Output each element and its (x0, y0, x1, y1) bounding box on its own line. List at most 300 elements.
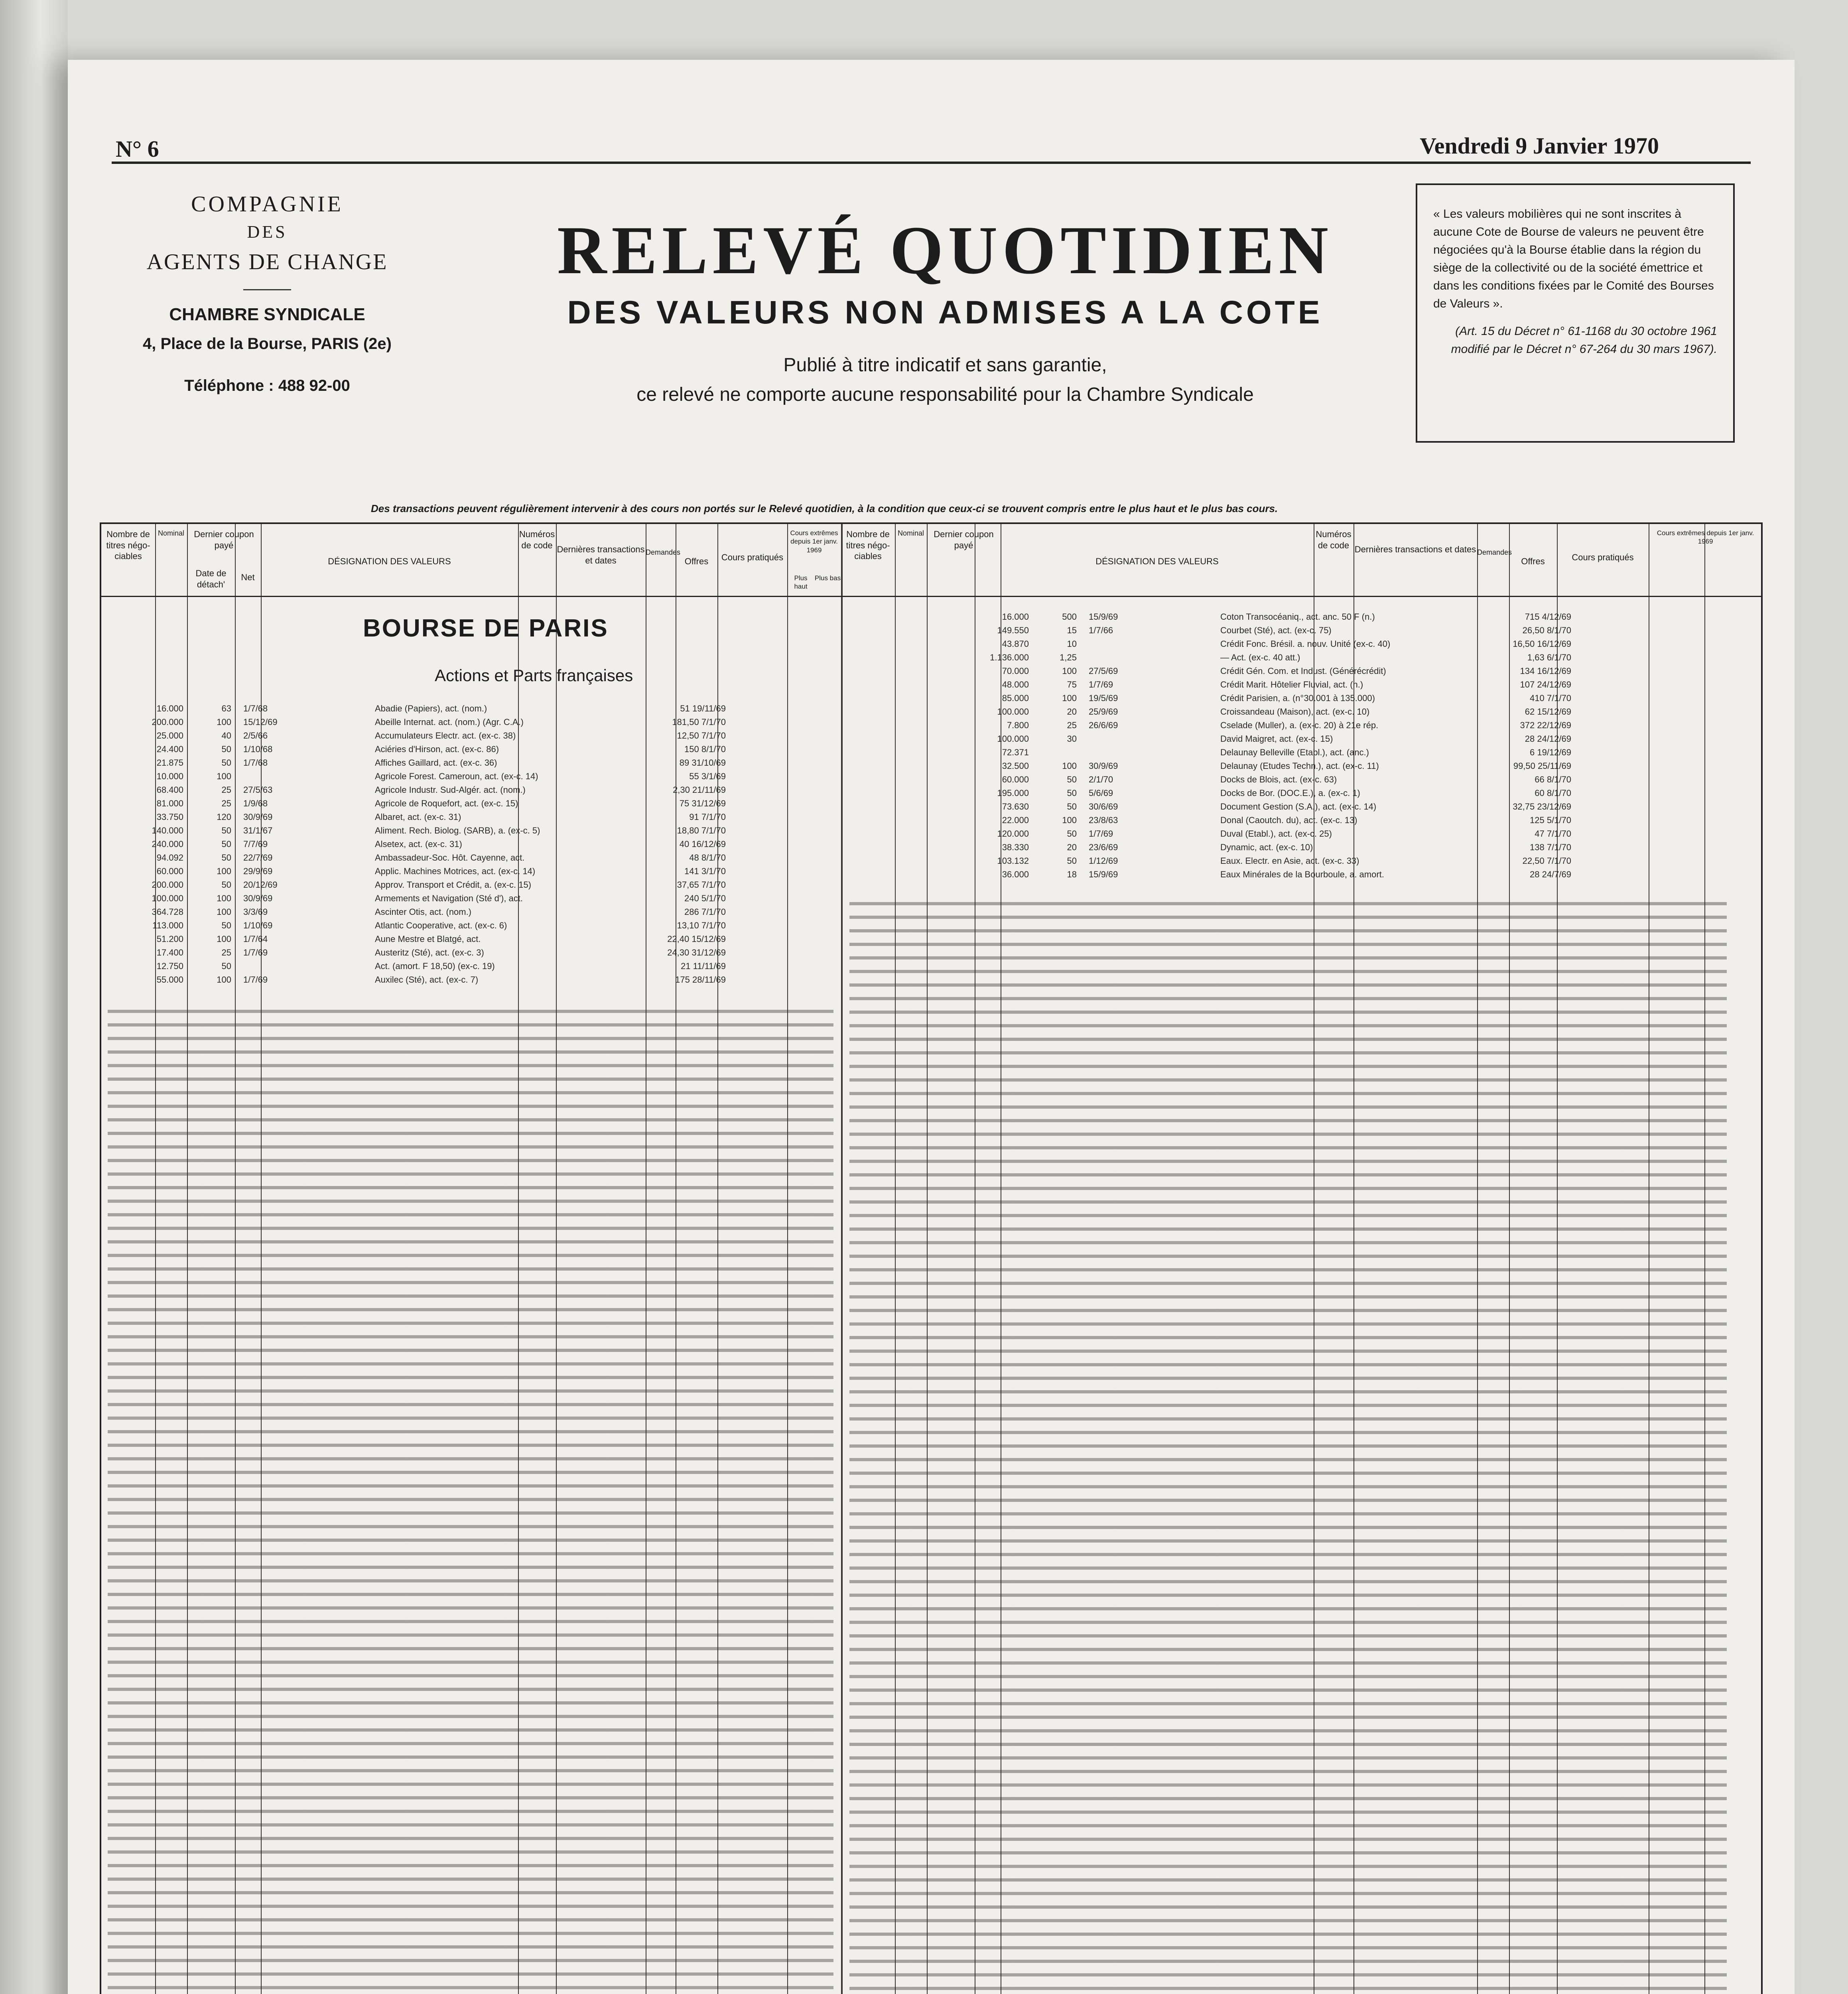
listing-cell: 20 (1067, 707, 1077, 717)
header-offres-right: Offres (1521, 556, 1545, 566)
title-block (467, 211, 1424, 410)
listing-cell: 50 (221, 880, 231, 890)
header-cours: Cours pratiqués (721, 552, 784, 562)
listing-cell: 29/9/69 (243, 866, 273, 876)
listing-cell: Accumulateurs Electr. act. (ex-c. 38) (375, 731, 516, 741)
listing-cell: Document Gestion (S.A.), act. (ex-c. 14) (1220, 802, 1377, 812)
listing-row (961, 773, 1571, 786)
listing-cell: 500 (1062, 612, 1077, 622)
listing-cell: 364.728 (152, 907, 183, 917)
listing-cell: 32.500 (1002, 761, 1029, 771)
header-demandes: Demandes (646, 548, 681, 556)
listing-cell: 50 (221, 758, 231, 768)
listing-cell: 19/5/69 (1089, 693, 1118, 703)
listing-row (961, 705, 1571, 719)
listing-cell: 286 7/1/70 (684, 907, 726, 917)
listing-cell: 1/7/66 (1089, 625, 1113, 635)
listing-cell: 100 (217, 907, 231, 917)
listing-cell (231, 960, 375, 973)
listing-cell (1077, 732, 1220, 746)
listing-row (961, 678, 1571, 692)
listing-row (116, 878, 726, 892)
listing-cell: 125 5/1/70 (1530, 815, 1571, 825)
listing-cell: 55 3/1/69 (689, 771, 726, 781)
listing-cell: 25 (1067, 720, 1077, 730)
listing-cell: 72.371 (1002, 747, 1029, 757)
listing-cell: 16,50 16/12/69 (1513, 639, 1571, 649)
listing-cell: 15/9/69 (1089, 869, 1118, 879)
listing-row (116, 946, 726, 960)
header-demandes-right: Demandes (1477, 548, 1512, 556)
listing-cell: 28 24/7/69 (1530, 869, 1571, 879)
listing-row (116, 960, 726, 973)
remaining-listings-left (108, 1001, 833, 1994)
listing-cell: 28 24/12/69 (1525, 734, 1571, 744)
listing-cell: 99,50 25/11/69 (1513, 761, 1571, 771)
listing-cell: 5/6/69 (1089, 788, 1113, 798)
listing-cell: 30/9/69 (1089, 761, 1118, 771)
listing-cell: 37,65 7/1/70 (677, 880, 726, 890)
listing-cell: Crédit Gén. Com. et Indust. (Générécrédit) (1220, 666, 1386, 676)
listing-row (116, 905, 726, 919)
listing-cell: Crédit Parisien, a. (n°30.001 à 135.000) (1220, 693, 1375, 703)
page-number: N° 6 (116, 136, 159, 162)
listing-cell: 372 22/12/69 (1520, 720, 1571, 730)
listing-row (116, 756, 726, 770)
listing-cell: 55.000 (156, 975, 183, 985)
listing-cell: Eaux. Electr. en Asie, act. (ex-c. 33) (1220, 856, 1359, 866)
company-separator (243, 289, 291, 290)
listing-cell: Armements et Navigation (Sté d'), act. (375, 893, 523, 903)
listing-cell: 715 4/12/69 (1525, 612, 1571, 622)
listing-cell (1077, 746, 1220, 759)
listing-row (116, 797, 726, 810)
listing-cell: 240.000 (152, 839, 183, 849)
listing-cell: 1/7/69 (243, 975, 268, 985)
listing-cell: 30 (1067, 734, 1077, 744)
listing-cell: Auxilec (Sté), act. (ex-c. 7) (375, 975, 479, 985)
header-plus-haut: Plus haut (794, 574, 808, 591)
listing-cell: 23/8/63 (1089, 815, 1118, 825)
decree-reference: (Art. 15 du Décret n° 61-1168 du 30 octobre 1961 modifié par le Décret n° 67-264 du 30 mars 1967). (1451, 325, 1717, 356)
listing-cell: 1/7/69 (243, 948, 268, 958)
listing-cell: Agricole Industr. Sud-Algér. act. (nom.) (375, 785, 526, 795)
publication-date: Vendredi 9 Janvier 1970 (1420, 133, 1659, 159)
book-spine (0, 0, 68, 1994)
listing-row (961, 854, 1571, 868)
section-title: BOURSE DE PARIS (363, 615, 609, 642)
listing-cell: 2/1/70 (1089, 774, 1113, 784)
listing-cell: 100.000 (997, 707, 1029, 717)
listing-cell: 100 (217, 866, 231, 876)
listing-cell: 141 3/1/70 (684, 866, 726, 876)
listing-cell: Alsetex, act. (ex-c. 31) (375, 839, 462, 849)
listing-cell: 149.550 (997, 625, 1029, 635)
header-offres: Offres (684, 556, 709, 566)
listing-row (961, 868, 1571, 881)
listing-row (116, 770, 726, 783)
header-numeros-right: Numéros de code (1316, 529, 1352, 550)
listing-cell: 113.000 (152, 920, 183, 930)
listing-cell: Ambassadeur-Soc. Hôt. Cayenne, act. (375, 853, 525, 863)
listing-cell: 24,30 31/12/69 (667, 948, 726, 958)
listing-cell: 50 (221, 853, 231, 863)
listing-cell: 89 31/10/69 (679, 758, 726, 768)
listing-cell: 100 (217, 975, 231, 985)
right-listing (961, 610, 1571, 881)
listing-row (116, 810, 726, 824)
listing-row (961, 651, 1571, 664)
listing-cell: 13,10 7/1/70 (677, 920, 726, 930)
document-page (68, 60, 1795, 1994)
listing-row (961, 637, 1571, 651)
listing-cell: 410 7/1/70 (1530, 693, 1571, 703)
listing-cell: 25 (221, 798, 231, 808)
listing-cell: 2,30 21/11/69 (673, 785, 726, 795)
listing-cell: 50 (221, 920, 231, 930)
listing-cell: Act. (amort. F 18,50) (ex-c. 19) (375, 961, 495, 971)
listing-row (961, 732, 1571, 746)
listing-cell: 50 (221, 826, 231, 835)
decree-text: « Les valeurs mobilières qui ne sont inscrites à aucune Cote de Bourse de valeurs ne peuvent être négociées qu'à la Bourse établie dans la région du siège de la collectivité ou de la société émettrice et dans les conditions fixées par le Comité des Bourses de Valeurs ». (1433, 207, 1714, 310)
title-note-line1: Publié à titre indicatif et sans garantie, (783, 355, 1107, 376)
listing-cell: Dynamic, act. (ex-c. 10) (1220, 842, 1313, 852)
listing-row (961, 814, 1571, 827)
listing-row (116, 729, 726, 743)
listing-cell (1077, 651, 1220, 664)
remaining-listings-right (849, 893, 1727, 1994)
listing-cell: 12,50 7/1/70 (677, 731, 726, 741)
listing-cell (1077, 637, 1220, 651)
header-nombre-right: Nombre de titres négo-ciables (846, 529, 890, 561)
listing-cell: 50 (1067, 788, 1077, 798)
listing-cell: 94.092 (156, 853, 183, 863)
listing-cell: 51.200 (156, 934, 183, 944)
listing-cell: 16.000 (1002, 612, 1029, 622)
header-dernier-coupon: Dernier coupon payé (194, 529, 254, 550)
listing-cell: 22,50 7/1/70 (1522, 856, 1571, 866)
listing-cell: 51 19/11/69 (680, 703, 726, 713)
header-nominal-right: Nominal (897, 529, 924, 537)
listing-cell: 2/5/66 (243, 731, 268, 741)
listing-cell: 100.000 (152, 893, 183, 903)
transactions-note: Des transactions peuvent régulièrement intervenir à des cours non portés sur le Relevé quotidien, à la condition que ceux-ci se trouvent compris entre le plus haut et le plus bas cours. (371, 502, 1278, 514)
listing-cell: Abadie (Papiers), act. (nom.) (375, 703, 487, 713)
listing-cell: 103.132 (997, 856, 1029, 866)
listing-cell: 32,75 23/12/69 (1513, 802, 1571, 812)
company-line2: DES (247, 222, 288, 242)
listing-cell: 7.800 (1007, 720, 1029, 730)
listing-cell: Albaret, act. (ex-c. 31) (375, 812, 461, 822)
listing-cell: 100 (217, 717, 231, 727)
company-block (116, 191, 419, 395)
listing-row (116, 865, 726, 878)
listing-row (961, 759, 1571, 773)
listing-cell: 75 31/12/69 (679, 798, 726, 808)
listing-row (961, 786, 1571, 800)
listing-cell: Aune Mestre et Blatgé, act. (375, 934, 481, 944)
listing-row (116, 715, 726, 729)
left-listing (116, 702, 726, 987)
company-chamber: CHAMBRE SYNDICALE (169, 305, 365, 324)
header-nombre: Nombre de titres négo-ciables (106, 529, 150, 561)
decree-box (1416, 183, 1735, 443)
listing-row (116, 973, 726, 987)
listing-cell: 25/9/69 (1089, 707, 1118, 717)
sub-title: DES VALEURS NON ADMISES A LA COTE (567, 294, 1323, 331)
listing-cell: 100 (217, 893, 231, 903)
listing-cell: 15/12/69 (243, 717, 278, 727)
listing-cell: 22,40 15/12/69 (667, 934, 726, 944)
listing-cell: 60.000 (156, 866, 183, 876)
listing-cell: 60.000 (1002, 774, 1029, 784)
company-phone: Téléphone : 488 92-00 (184, 377, 350, 394)
listing-cell: 120 (217, 812, 231, 822)
listing-cell: 25 (221, 785, 231, 795)
listing-cell: 7/7/69 (243, 839, 268, 849)
listing-row (961, 719, 1571, 732)
listing-cell (1029, 746, 1077, 759)
listing-cell: 73.630 (1002, 802, 1029, 812)
listing-cell: 50 (1067, 774, 1077, 784)
listing-cell: Crédit Marit. Hôtelier Fluvial, act. (n.) (1220, 680, 1363, 690)
listing-cell: 1/7/69 (1089, 680, 1113, 690)
listing-cell: 40 (221, 731, 231, 741)
header-nominal: Nominal (158, 529, 185, 537)
listing-cell: 85.000 (1002, 693, 1029, 703)
listing-row (116, 932, 726, 946)
listing-cell: 3/3/69 (243, 907, 268, 917)
listing-cell: 24.400 (156, 744, 183, 754)
listing-cell: 18,80 7/1/70 (677, 826, 726, 835)
header-net: Net (241, 572, 255, 582)
listing-cell: 1/12/69 (1089, 856, 1118, 866)
listing-row (116, 892, 726, 905)
listing-row (116, 919, 726, 932)
listing-cell: 107 24/12/69 (1520, 680, 1571, 690)
listing-row (961, 624, 1571, 637)
header-designation-right: DÉSIGNATION DES VALEURS (1095, 556, 1219, 566)
listing-cell: 150 8/1/70 (684, 744, 726, 754)
listing-cell: 60 8/1/70 (1535, 788, 1571, 798)
listing-cell: 100.000 (997, 734, 1029, 744)
listing-cell: David Maigret, act. (ex-c. 15) (1220, 734, 1333, 744)
listing-row (961, 841, 1571, 854)
listing-cell: Abeille Internat. act. (nom.) (Agr. C.A.) (375, 717, 524, 727)
listing-row (116, 837, 726, 851)
listing-row (961, 827, 1571, 841)
listing-cell: 140.000 (152, 826, 183, 835)
listing-cell: 70.000 (1002, 666, 1029, 676)
listing-cell: 10.000 (156, 771, 183, 781)
listing-cell: 100 (1062, 666, 1077, 676)
title-note-line2: ce relevé ne comporte aucune responsabilité pour la Chambre Syndicale (636, 384, 1254, 406)
listing-cell (231, 770, 375, 783)
header-dernieres: Dernières transactions et dates (557, 544, 645, 565)
listing-cell: 21 11/11/69 (681, 961, 726, 971)
listing-row (961, 610, 1571, 624)
listing-cell: Donal (Caoutch. du), act. (ex-c. 13) (1220, 815, 1357, 825)
header-numeros: Numéros de code (519, 529, 555, 550)
listing-cell: Aliment. Rech. Biolog. (SARB), a. (ex-c. 5) (375, 826, 540, 835)
listing-cell: 15 (1067, 625, 1077, 635)
listing-cell: Crédit Fonc. Brésil. a. nouv. Unité (ex-c. 40) (1220, 639, 1391, 649)
listing-row (961, 692, 1571, 705)
listing-cell: 1,63 6/1/70 (1527, 652, 1571, 662)
listing-cell: 240 5/1/70 (684, 893, 726, 903)
listing-cell: 22.000 (1002, 815, 1029, 825)
listing-cell: Applic. Machines Motrices, act. (ex-c. 14) (375, 866, 536, 876)
listing-cell: 22/7/69 (243, 853, 273, 863)
listing-cell: 100 (1062, 693, 1077, 703)
listing-cell: 43.870 (1002, 639, 1029, 649)
listing-cell: 1/10/69 (243, 920, 273, 930)
listing-cell: 38.330 (1002, 842, 1029, 852)
listing-cell: Docks de Bor. (DOC.E.), a. (ex-c. 1) (1220, 788, 1360, 798)
listing-cell: Docks de Blois, act. (ex-c. 63) (1220, 774, 1337, 784)
listing-cell: Agricole de Roquefort, act. (ex-c. 15) (375, 798, 518, 808)
listing-row (116, 783, 726, 797)
listing-cell: 175 28/11/69 (675, 975, 726, 985)
listing-row (961, 664, 1571, 678)
header-designation: DÉSIGNATION DES VALEURS (328, 556, 451, 566)
listing-cell: 50 (221, 744, 231, 754)
header-bottom-rule (101, 596, 1761, 597)
listing-cell: 30/6/69 (1089, 802, 1118, 812)
listing-cell: Affiches Gaillard, act. (ex-c. 36) (375, 758, 497, 768)
listing-cell: 10 (1067, 639, 1077, 649)
listing-cell: 100 (217, 771, 231, 781)
header-cours-extremes: Cours extrêmes depuis 1er janv. 1969 (790, 529, 838, 554)
listing-cell: 25 (221, 948, 231, 958)
listing-cell: 66 8/1/70 (1535, 774, 1571, 784)
listing-cell: 27/5/63 (243, 785, 273, 795)
listing-cell: 48 8/1/70 (689, 853, 726, 863)
listing-row (116, 824, 726, 837)
listing-cell: Croissandeau (Maison), act. (ex-c. 10) (1220, 707, 1370, 717)
listing-cell: Courbet (Sté), act. (ex-c. 75) (1220, 625, 1332, 635)
listing-cell: Cselade (Muller), a. (ex-c. 20) à 21e rép. (1220, 720, 1379, 730)
title-note (467, 351, 1424, 410)
listing-cell: 1/9/68 (243, 798, 268, 808)
listing-cell: 100 (217, 934, 231, 944)
company-address: 4, Place de la Bourse, PARIS (2e) (143, 335, 392, 353)
listing-cell: 16.000 (156, 703, 183, 713)
company-line1: COMPAGNIE (191, 192, 343, 217)
listing-cell: 26/6/69 (1089, 720, 1118, 730)
listing-cell: 75 (1067, 680, 1077, 690)
listing-cell: 1/7/68 (243, 758, 268, 768)
listing-cell: 200.000 (152, 880, 183, 890)
listing-cell: 68.400 (156, 785, 183, 795)
column-rule-center (841, 524, 843, 1994)
listing-cell: Coton Transocéaniq., act. anc. 50 F (n.) (1220, 612, 1375, 622)
listing-cell: 25.000 (156, 731, 183, 741)
listing-cell: 40 16/12/69 (679, 839, 726, 849)
listing-row (961, 800, 1571, 814)
listing-cell: 63 (221, 703, 231, 713)
listing-cell: 12.750 (156, 961, 183, 971)
listing-cell: 1/7/64 (243, 934, 268, 944)
listing-cell: 200.000 (152, 717, 183, 727)
listing-cell: 138 7/1/70 (1530, 842, 1571, 852)
header-plus-bas: Plus bas (814, 574, 841, 582)
listing-cell: — Act. (ex-c. 40 att.) (1220, 652, 1300, 662)
listing-cell: 48.000 (1002, 680, 1029, 690)
listing-cell: Delaunay Belleville (Etabl.), act. (anc.) (1220, 747, 1369, 757)
listing-cell: Aciéries d'Hirson, act. (ex-c. 86) (375, 744, 499, 754)
listing-cell: 23/6/69 (1089, 842, 1118, 852)
listing-cell: 100 (1062, 761, 1077, 771)
listing-cell: 50 (221, 961, 231, 971)
listing-cell: 36.000 (1002, 869, 1029, 879)
listing-cell: 50 (221, 839, 231, 849)
listing-cell: 1/7/68 (243, 703, 268, 713)
listing-cell: 1/10/68 (243, 744, 273, 754)
listing-cell: 30/9/69 (243, 812, 273, 822)
header-cours-extremes-right: Cours extrêmes depuis 1er janv. 1969 (1657, 529, 1754, 546)
section-subtitle: Actions et Parts françaises (435, 666, 633, 685)
listing-cell: 17.400 (156, 948, 183, 958)
listing-cell: 195.000 (997, 788, 1029, 798)
listing-row (116, 851, 726, 865)
listing-cell: Austeritz (Sté), act. (ex-c. 3) (375, 948, 484, 958)
listing-cell: Atlantic Cooperative, act. (ex-c. 6) (375, 920, 507, 930)
listing-cell: 18 (1067, 869, 1077, 879)
listing-cell: Approv. Transport et Crédit, a. (ex-c. 15) (375, 880, 532, 890)
listing-cell: Agricole Forest. Cameroun, act. (ex-c. 14) (375, 771, 538, 781)
listing-cell: 1/7/69 (1089, 829, 1113, 839)
listing-cell: 27/5/69 (1089, 666, 1118, 676)
listing-cell: Delaunay (Etudes Techn.), act. (ex-c. 11) (1220, 761, 1379, 771)
listing-cell: Duval (Etabl.), act. (ex-c. 25) (1220, 829, 1332, 839)
listing-cell: 1,25 (1060, 652, 1077, 662)
listing-cell: 100 (1062, 815, 1077, 825)
header-date-detach: Date de détach' (195, 568, 227, 589)
listing-cell: 62 15/12/69 (1525, 707, 1571, 717)
listing-cell: 6 19/12/69 (1530, 747, 1571, 757)
listing-cell: 50 (1067, 856, 1077, 866)
listing-cell: Ascinter Otis, act. (nom.) (375, 907, 472, 917)
listing-cell: 1.136.000 (990, 652, 1029, 662)
listing-cell: Eaux Minérales de la Bourboule, a. amort. (1220, 869, 1384, 879)
listing-cell: 134 16/12/69 (1520, 666, 1571, 676)
listing-cell: 81.000 (156, 798, 183, 808)
listing-cell: 50 (1067, 802, 1077, 812)
listing-cell: 20 (1067, 842, 1077, 852)
listing-cell: 15/9/69 (1089, 612, 1118, 622)
header-dernier-coupon-right: Dernier coupon payé (934, 529, 994, 550)
listing-cell: 50 (1067, 829, 1077, 839)
listing-cell: 30/9/69 (243, 893, 273, 903)
listing-cell: 31/1/67 (243, 826, 273, 835)
listing-cell: 120.000 (997, 829, 1029, 839)
listing-row (116, 743, 726, 756)
listing-cell: 20/12/69 (243, 880, 278, 890)
listing-cell: 33.750 (156, 812, 183, 822)
header-cours-right: Cours pratiqués (1572, 552, 1634, 562)
listing-cell: 26,50 8/1/70 (1522, 625, 1571, 635)
listing-cell: 181,50 7/1/70 (672, 717, 726, 727)
listing-cell: 21.875 (156, 758, 183, 768)
header-dernieres-right: Dernières transactions et dates (1354, 544, 1476, 554)
listing-cell: 47 7/1/70 (1535, 829, 1571, 839)
company-line3: AGENTS DE CHANGE (146, 250, 388, 274)
listing-cell: 91 7/1/70 (689, 812, 726, 822)
main-title: RELEVÉ QUOTIDIEN (557, 213, 1333, 288)
header-rule (112, 162, 1751, 164)
listing-row (116, 702, 726, 715)
